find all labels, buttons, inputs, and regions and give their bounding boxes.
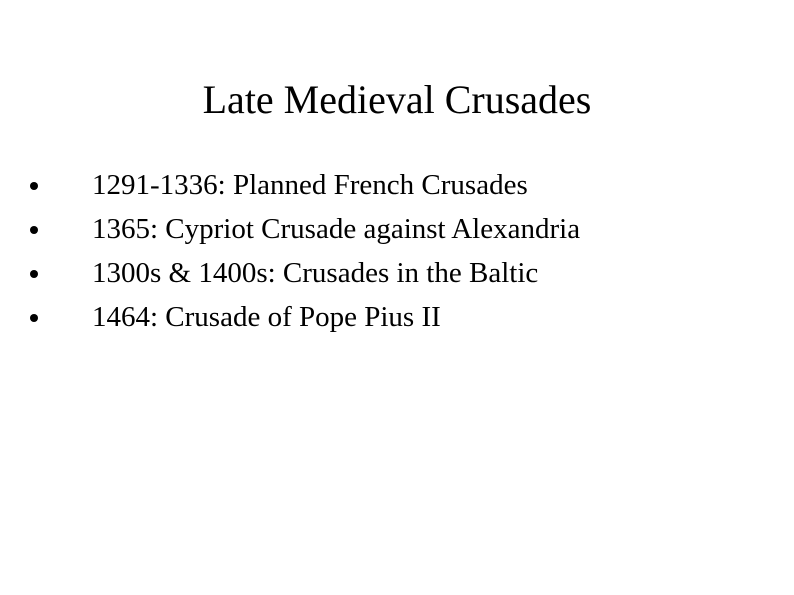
bullet-text: 1300s & 1400s: Crusades in the Baltic [92,257,539,289]
bullet-text: 1365: Cypriot Crusade against Alexandria [92,213,581,245]
bullet-text: 1464: Crusade of Pope Pius II [92,301,441,333]
bullet-dot-icon [30,270,38,278]
bullet-dot-icon [30,226,38,234]
bullet-text: 1291-1336: Planned French Crusades [92,169,528,201]
slide-title: Late Medieval Crusades [202,77,592,122]
bullet-dot-icon [30,314,38,322]
bullet-dot-icon [30,182,38,190]
